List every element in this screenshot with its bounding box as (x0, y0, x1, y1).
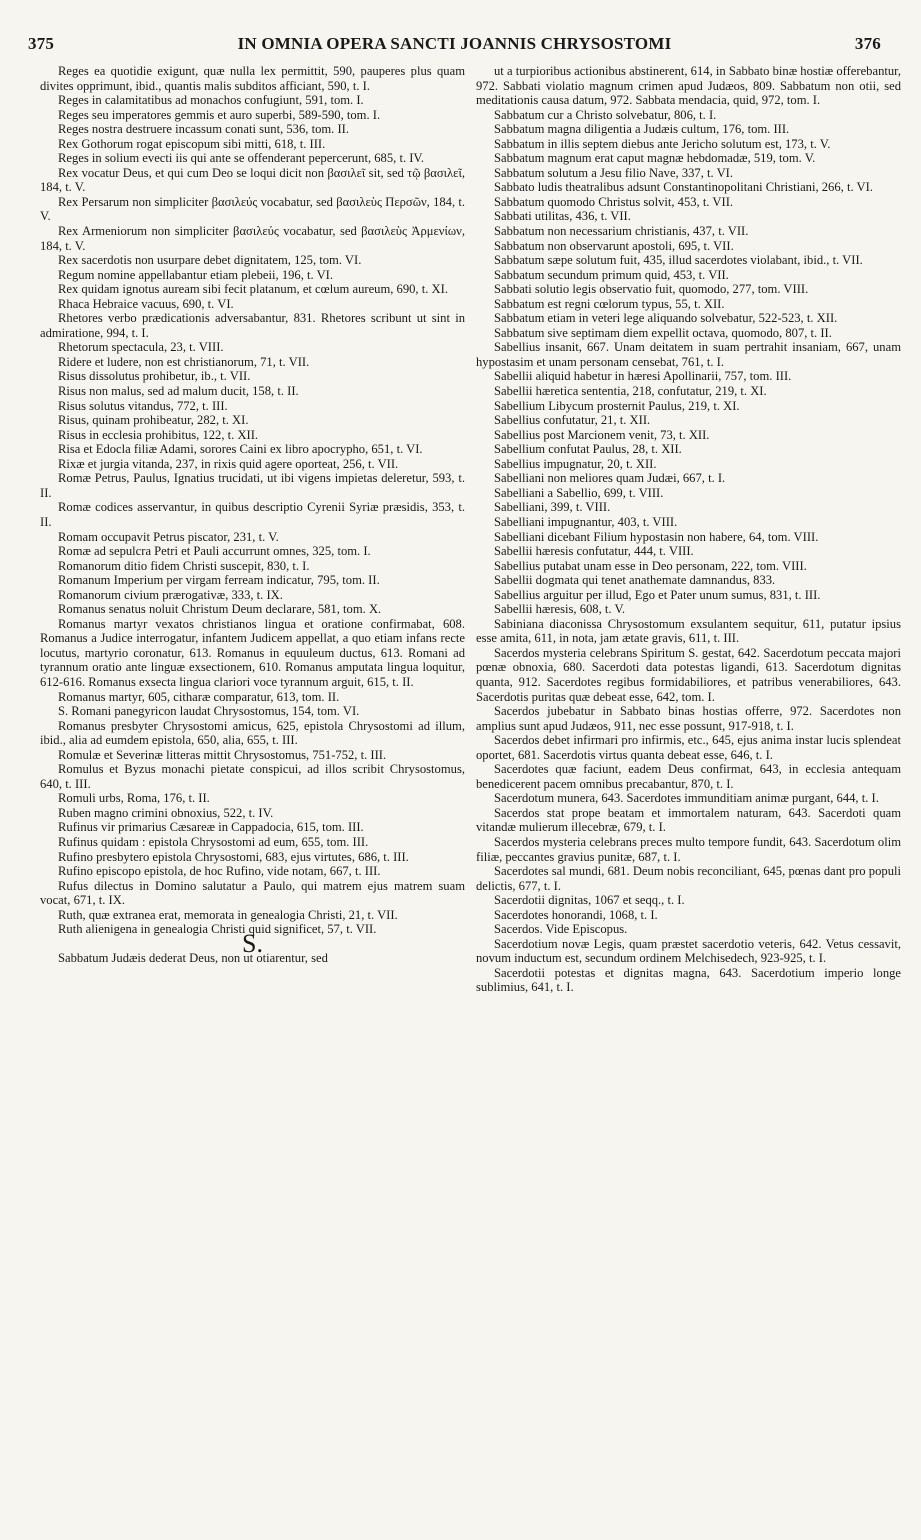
index-entry: Sacerdos mysteria celebrans Spiritum S. gestat, 642. Sacerdotum peccata majori pœnæ obnoxia, 680. Sacerdoti data potestas ligandi, 613. Sacerdotum dignitas quanta, 912. Sacerdotes regibus formidabiliores, et patribus venerabiliores, 643. Sacerdotis puritas quæ debeat esse, 642, tom. I. (476, 645, 901, 704)
page-number-right: 376 (854, 34, 881, 53)
index-entry: Sabellii hæretica sententia, 218, confutatur, 219, t. XI. (494, 384, 767, 399)
index-entry: Romuli urbs, Roma, 176, t. II. (58, 791, 210, 806)
index-entry: Rhetorum spectacula, 23, t. VIII. (58, 340, 224, 355)
page-header (28, 34, 881, 58)
index-entry: Risa et Edocla filiæ Adami, sorores Caini ex libro apocrypho, 651, t. VI. (58, 442, 423, 457)
index-entry: Sabbati solutio legis observatio fuit, quomodo, 277, tom. VIII. (494, 282, 809, 297)
index-entry: Reges ea quotidie exigunt, quæ nulla lex permittit, 590, pauperes plus quam divites opprimunt, ibid., quantis malis subditos afficiant, 590, t. I. (40, 64, 465, 93)
index-entry: Ruth, quæ extranea erat, memorata in genealogia Christi, 21, t. VII. (58, 907, 398, 922)
index-entry: Sabellius post Marcionem venit, 73, t. XII. (494, 427, 710, 442)
index-entry: Sacerdotes honorandi, 1068, t. I. (494, 907, 658, 922)
index-entry: Sabbatum quomodo Christus solvit, 453, t. VII. (494, 194, 734, 209)
index-entry: Sabbatum sæpe solutum fuit, 435, illud sacerdotes violabant, ibid., t. VII. (494, 253, 863, 268)
index-entry: Romanorum civium prærogativæ, 333, t. IX. (58, 587, 283, 602)
index-entry: ut a turpioribus actionibus abstinerent, 614, in Sabbato binæ hostiæ offerebantur, 972. Sabbati violatio magnum crimen apud Judæos, 809. Sabbatum non otii, sed meditationis causa datum, 972. Sabbata mendacia, quid, 972, tom. I. (476, 64, 901, 108)
index-entry: Reges seu imperatores gemmis et auro superbi, 589-590, tom. I. (58, 107, 381, 122)
index-entry: Romulus et Byzus monachi pietate conspicui, ad illos scribit Chrysostomus, 640, t. III. (40, 762, 465, 791)
index-entry: Sacerdos debet infirmari pro infirmis, etc., 645, ejus anima instar lucis splendeat oportet, 681. Sacerdotis virtus quanta debeat esse, 646, t. I. (476, 733, 901, 762)
index-entry: Sabelliani a Sabellio, 699, t. VIII. (494, 485, 664, 500)
index-entry: Sabellius confutatur, 21, t. XII. (494, 413, 651, 428)
index-entry: Sabbatum non observarunt apostoli, 695, t. VII. (494, 238, 734, 253)
index-entry: Sacerdos mysteria celebrans preces multo tempore fundit, 643. Sacerdotum olim filiæ, peccantes gravius punitæ, 687, t. I. (476, 834, 901, 864)
index-entry: Sabbatum secundum primum quid, 453, t. VII. (494, 267, 729, 282)
index-entry: Romanus martyr vexatos christianos lingua et oratione confirmabat, 608. Romanus a Judice interrogatur, infantem Judicem appellat, a quo etiam infans recte locutus, martyrio coronatur, 613. Romanus in equuleum ductus, 613. Romani ad tyrannum oratio ante linguæ exsectionem, 610. Romanus amputata lingua loquitur, 612-616. Romanus exsecta lingua clariori voce tyrannum arguit, 615, t. II. (40, 616, 465, 689)
index-entry: Romanus presbyter Chrysostomi amicus, 625, epistola Chrysostomi ad illum, ibid., alia ad eumdem epistola, 650, alia, 655, t. III. (40, 718, 465, 748)
running-title: IN OMNIA OPERA SANCTI JOANNIS CHRYSOSTOMI (237, 34, 672, 53)
index-entry: Sabiniana diaconissa Chrysostomum exsulantem sequitur, 611, putatur ipsius esse amita, 611, in nota, jam ætate gravis, 611, t. III. (476, 616, 901, 646)
index-entry: Sacerdotes sal mundi, 681. Deum nobis reconciliant, 645, pœnas dant pro populi delictis, 677, t. I. (476, 864, 901, 893)
index-entry: Sabbatum solutum a Jesu filio Nave, 337, t. VI. (494, 165, 734, 180)
index-entry: Risus non malus, sed ad malum ducit, 158, t. II. (58, 384, 299, 399)
index-entry: Sabbatum etiam in veteri lege aliquando solvebatur, 522-523, t. XII. (494, 311, 838, 326)
index-entry: Reges in calamitatibus ad monachos confugiunt, 591, tom. I. (58, 93, 364, 108)
index-entry: Sabelliani dicebant Filium hypostasin non habere, 64, tom. VIII. (494, 529, 819, 544)
index-entry: S. Romani panegyricon laudat Chrysostomus, 154, tom. VI. (58, 704, 360, 719)
index-entry: Sabbatum magnum erat caput magnæ hebdomadæ, 519, tom. V. (494, 151, 816, 166)
index-entry: Rhetores verbo prædicationis adversabantur, 831. Rhetores scribunt ut sint in admiratione, 994, t. I. (40, 311, 465, 340)
index-entry: Risus dissolutus prohibetur, ib., t. VII. (58, 369, 251, 384)
index-entry: Sabbatum cur a Christo solvebatur, 806, t. I. (494, 107, 717, 122)
index-entry: Ruth alienigena in genealogia Christi quid significet, 57, t. VII. (58, 922, 377, 937)
index-entry: Sabbatum Judæis dederat Deus, non ut otiarentur, sed (58, 951, 328, 966)
index-entry: Rufinus quidam : epistola Chrysostomi ad eum, 655, tom. III. (58, 834, 369, 849)
index-entry: Sabellii dogmata qui tenet anathemate damnandus, 833. (494, 573, 776, 588)
index-entry: Sabellii hæresis, 608, t. V. (494, 602, 626, 617)
index-entry: Sacerdotii potestas et dignitas magna, 643. Sacerdotium imperio longe sublimius, 641, t. I. (476, 965, 901, 995)
index-entry: Sabellius impugnatur, 20, t. XII. (494, 456, 657, 471)
index-entry: Sabellium Libycum prosternit Paulus, 219, t. XI. (494, 398, 740, 413)
index-entry: Romanus martyr, 605, citharæ comparatur, 613, tom. II. (58, 689, 340, 704)
index-entry: Sacerdos jubebatur in Sabbato binas hostias offerre, 972. Sacerdotes non amplius sunt apud Judæos, 911, nec esse possunt, 917-918, t. I. (476, 704, 901, 733)
index-entry: Rex Persarum non simpliciter βασιλεύς vocabatur, sed βασιλεὺς Περσῶν, 184, t. V. (40, 194, 465, 224)
index-entry: Regum nomine appellabantur etiam plebeii, 196, t. VI. (58, 267, 334, 282)
index-entry: Romæ ad sepulcra Petri et Pauli accurrunt omnes, 325, tom. I. (58, 544, 371, 559)
index-entry: Romæ Petrus, Paulus, Ignatius trucidati, ut ibi vigens impietas deleretur, 593, t. II. (40, 471, 465, 500)
index-entry: Sacerdotes quæ faciunt, eadem Deus confirmat, 643, in ecclesia antequam benedicerent pacem omnibus precabantur, 870, t. I. (476, 762, 901, 791)
index-entry: Romulæ et Severinæ litteras mittit Chrysostomus, 751-752, t. III. (58, 747, 387, 762)
index-entry: Sacerdotii dignitas, 1067 et seqq., t. I. (494, 893, 685, 908)
index-entry: Sabbatum sive septimam diem expellit octava, quomodo, 807, t. II. (494, 325, 832, 340)
index-entry: Rex vocatur Deus, et qui cum Deo se loqui dicit non βασιλεῖ sit, sed τῷ βασιλεῖ, 184, t. V. (40, 165, 465, 195)
index-entry: Rex sacerdotis non usurpare debet dignitatem, 125, tom. VI. (58, 253, 362, 268)
index-entry: Rufus dilectus in Domino salutatur a Paulo, qui matrem ejus matrem suam vocat, 671, t. IX. (40, 878, 465, 908)
index-entry: Romæ codices asservantur, in quibus descriptio Cyrenii Syriæ præsidis, 353, t. II. (40, 500, 465, 529)
index-entry: Sabellius insanit, 667. Unam deitatem in suam pertrahit insaniam, 667, unam hypostasim et unam personam censebat, 761, t. I. (476, 340, 901, 369)
index-entry: Rufino episcopo epistola, de hoc Rufino, vide notam, 667, t. III. (58, 864, 381, 879)
index-entry: Romanum Imperium per virgam ferream indicatur, 795, tom. II. (58, 573, 380, 588)
index-entry: Sabellius putabat unam esse in Deo personam, 222, tom. VIII. (494, 558, 807, 573)
index-entry: Sabelliani non meliores quam Judæi, 667, t. I. (494, 471, 726, 486)
index-entry: Romanus senatus noluit Christum Deum declarare, 581, tom. X. (58, 602, 382, 617)
index-entry: Sabellii hæresis confutatur, 444, t. VIII. (494, 544, 694, 559)
index-entry: Sabellii aliquid habetur in hæresi Apollinarii, 757, tom. III. (494, 369, 792, 384)
section-letter: S. (242, 928, 263, 958)
index-entry: Rex Armeniorum non simpliciter βασιλεύς vocabatur, sed βασιλεὺς Ἀρμενίων, 184, t. V. (40, 224, 465, 253)
index-entry: Rhaca Hebraice vacuus, 690, t. VI. (58, 296, 234, 311)
index-entry: Sabbatum non necessarium christianis, 437, t. VII. (494, 224, 749, 239)
index-entry: Reges in solium evecti iis qui ante se offenderant pepercerunt, 685, t. IV. (58, 151, 425, 166)
index-entry: Sabellius arguitur per illud, Ego et Pater unum sumus, 831, t. III. (494, 587, 821, 602)
index-entry: Romanorum ditio fidem Christi suscepit, 830, t. I. (58, 558, 310, 573)
index-entry: Sabbati utilitas, 436, t. VII. (494, 209, 631, 224)
index-entry: Sabbato ludis theatralibus adsunt Constantinopolitani Christiani, 266, t. VI. (494, 180, 873, 195)
index-entry: Sabbatum est regni cœlorum typus, 55, t. XII. (494, 296, 725, 311)
index-entry: Rufino presbytero epistola Chrysostomi, 683, ejus virtutes, 686, t. III. (58, 849, 409, 864)
index-entry: Sabellium confutat Paulus, 28, t. XII. (494, 442, 682, 457)
index-entry: Rex quidam ignotus auream sibi fecit platanum, et cœlum aureum, 690, t. XI. (58, 282, 448, 297)
index-entry: Sacerdos stat prope beatam et immortalem naturam, 643. Sacerdoti quam vitandæ mulierum illecebræ, 679, t. I. (476, 805, 901, 835)
index-entry: Romam occupavit Petrus piscator, 231, t. V. (58, 529, 279, 544)
right-column (476, 64, 901, 995)
index-entry: Rex Gothorum rogat episcopum sibi mitti, 618, t. III. (58, 136, 326, 151)
index-entry: Ridere et ludere, non est christianorum, 71, t. VII. (58, 354, 310, 369)
page-number-left: 375 (28, 34, 55, 53)
index-entry: Sabbatum in illis septem diebus ante Jericho solutum est, 173, t. V. (494, 136, 831, 151)
left-column (40, 64, 465, 966)
index-entry: Risus in ecclesia prohibitus, 122, t. XII. (58, 427, 259, 442)
index-entry: Ruben magno crimini obnoxius, 522, t. IV. (58, 805, 274, 820)
index-entry: Sacerdotium novæ Legis, quam præstet sacerdotio veteris, 642. Vetus cessavit, novum inductum est, secundum ordinem Melchisedech, 923-925, t. I. (476, 936, 901, 966)
index-entry: Sabbatum magna diligentia a Judæis cultum, 176, tom. III. (494, 122, 790, 137)
index-entry: Sacerdotum munera, 643. Sacerdotes immunditiam animæ purgant, 644, t. I. (494, 791, 879, 806)
index-entry: Sabelliani, 399, t. VIII. (494, 500, 611, 515)
index-entry: Rixæ et jurgia vitanda, 237, in rixis quid agere oporteat, 256, t. VII. (58, 456, 399, 471)
index-entry: Risus, quinam prohibeatur, 282, t. XI. (58, 413, 249, 428)
index-entry: Reges nostra destruere incassum conati sunt, 536, tom. II. (58, 122, 349, 137)
index-entry: Sabelliani impugnantur, 403, t. VIII. (494, 514, 678, 529)
index-entry: Sacerdos. Vide Episcopus. (494, 922, 628, 937)
index-entry: Rufinus vir primarius Cæsareæ in Cappadocia, 615, tom. III. (58, 820, 364, 835)
index-entry: Risus solutus vitandus, 772, t. III. (58, 398, 228, 413)
